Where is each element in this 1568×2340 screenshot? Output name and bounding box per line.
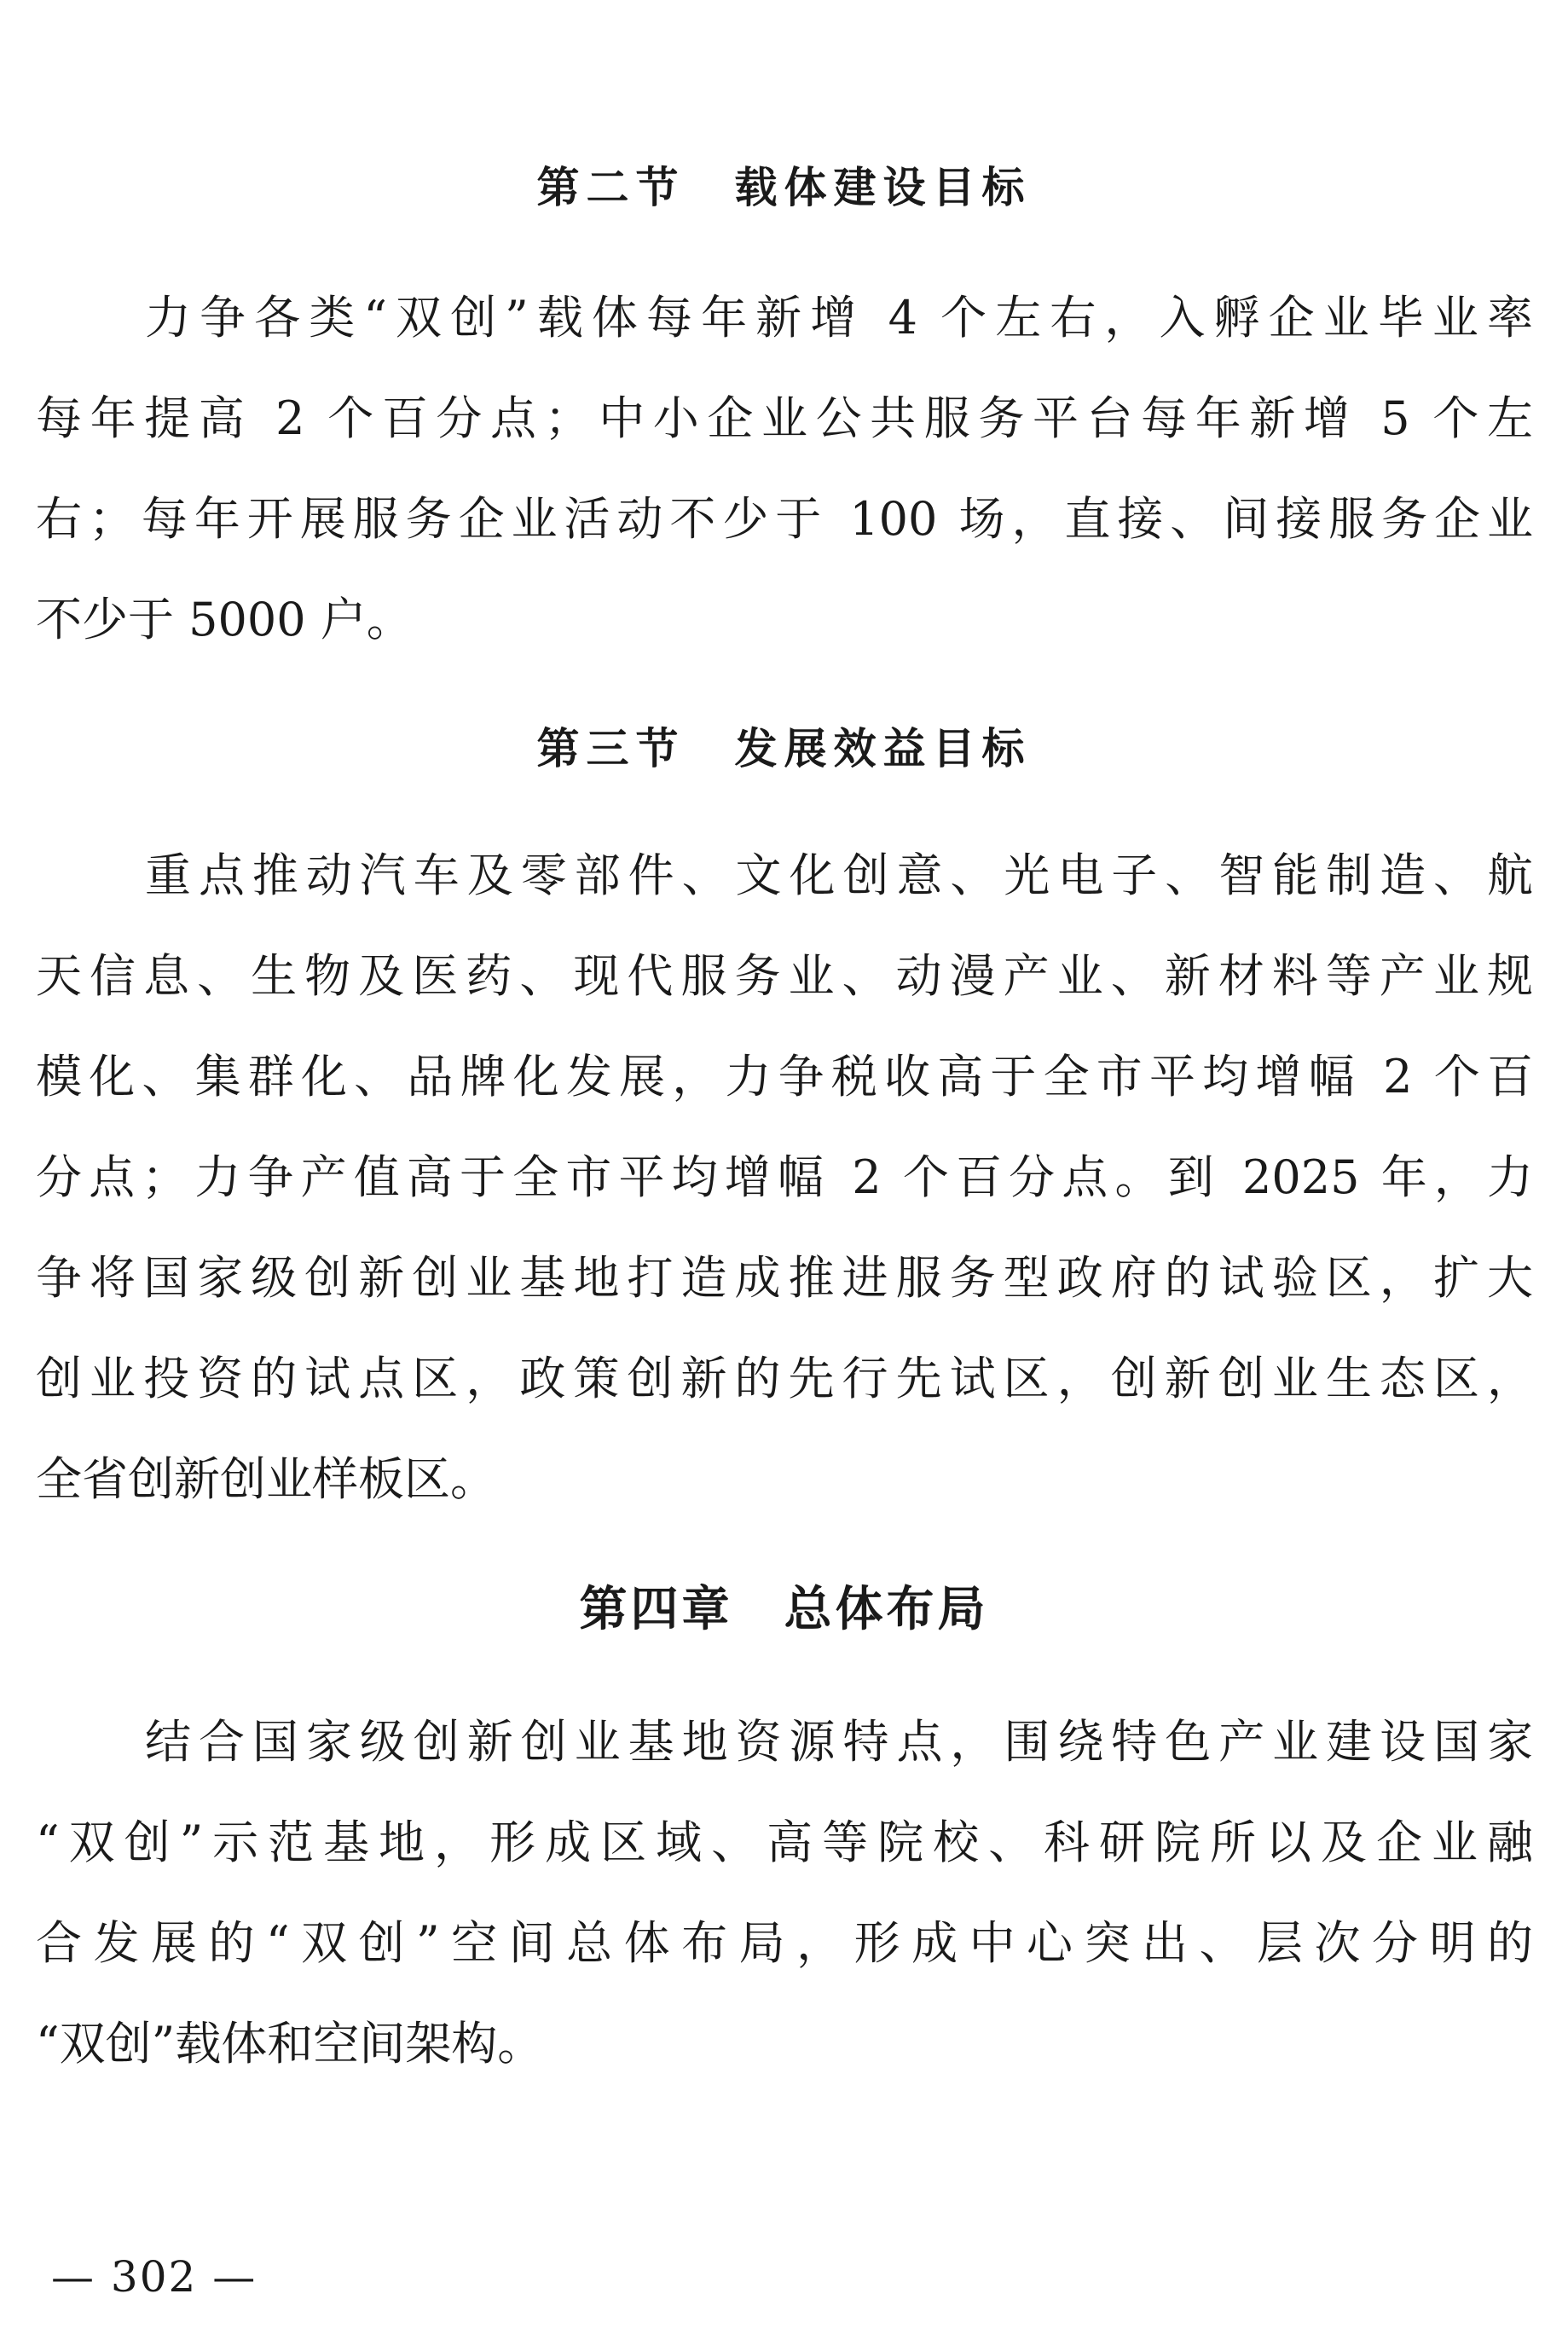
- paragraph-line: 重点推动汽车及零部件、文化创意、光电子、智能制造、航: [145, 849, 1533, 902]
- paragraph-line: 争将国家级创新创业基地打造成推进服务型政府的试验区，扩大: [36, 1251, 1533, 1305]
- paragraph-line: 右；每年开展服务企业活动不少于 100 场，直接、间接服务企业: [36, 492, 1533, 546]
- section-3-heading: 第三节 发展效益目标: [536, 723, 1032, 773]
- paragraph-line: 天信息、生物及医药、现代服务业、动漫产业、新材料等产业规: [36, 949, 1533, 1003]
- paragraph-line: 合发展的“双创”空间总体布局，形成中心突出、层次分明的: [36, 1916, 1533, 1970]
- chapter-4-paragraph: [36, 1692, 1533, 2094]
- paragraph-line: 每年提高 2 个百分点；中小企业公共服务平台每年新增 5 个左: [36, 391, 1533, 445]
- paragraph-line: 模化、集群化、品牌化发展，力争税收高于全市平均增幅 2 个百: [36, 1050, 1533, 1103]
- paragraph-line: “双创”示范基地，形成区域、高等院校、科研院所以及企业融: [36, 1816, 1533, 1869]
- section-2-heading: 第二节 载体建设目标: [536, 162, 1032, 212]
- chapter-4-heading: 第四章 总体布局: [579, 1582, 989, 1637]
- paragraph-line: 全省创新创业样板区。: [36, 1452, 496, 1506]
- section-2-paragraph: [36, 268, 1533, 670]
- page-number: — 302 —: [51, 2252, 257, 2302]
- paragraph-line: 分点；力争产值高于全市平均增幅 2 个百分点。到 2025 年，力: [36, 1150, 1533, 1204]
- paragraph-line: 力争各类“双创”载体每年新增 4 个左右，入孵企业毕业率: [145, 291, 1533, 345]
- paragraph-line: 创业投资的试点区，政策创新的先行先试区，创新创业生态区，: [36, 1352, 1533, 1405]
- paragraph-line: “双创”载体和空间架构。: [36, 2017, 544, 2071]
- paragraph-line: 不少于 5000 户。: [36, 593, 413, 646]
- section-3-paragraph: [36, 825, 1533, 1530]
- paragraph-line: 结合国家级创新创业基地资源特点，围绕特色产业建设国家: [145, 1715, 1533, 1769]
